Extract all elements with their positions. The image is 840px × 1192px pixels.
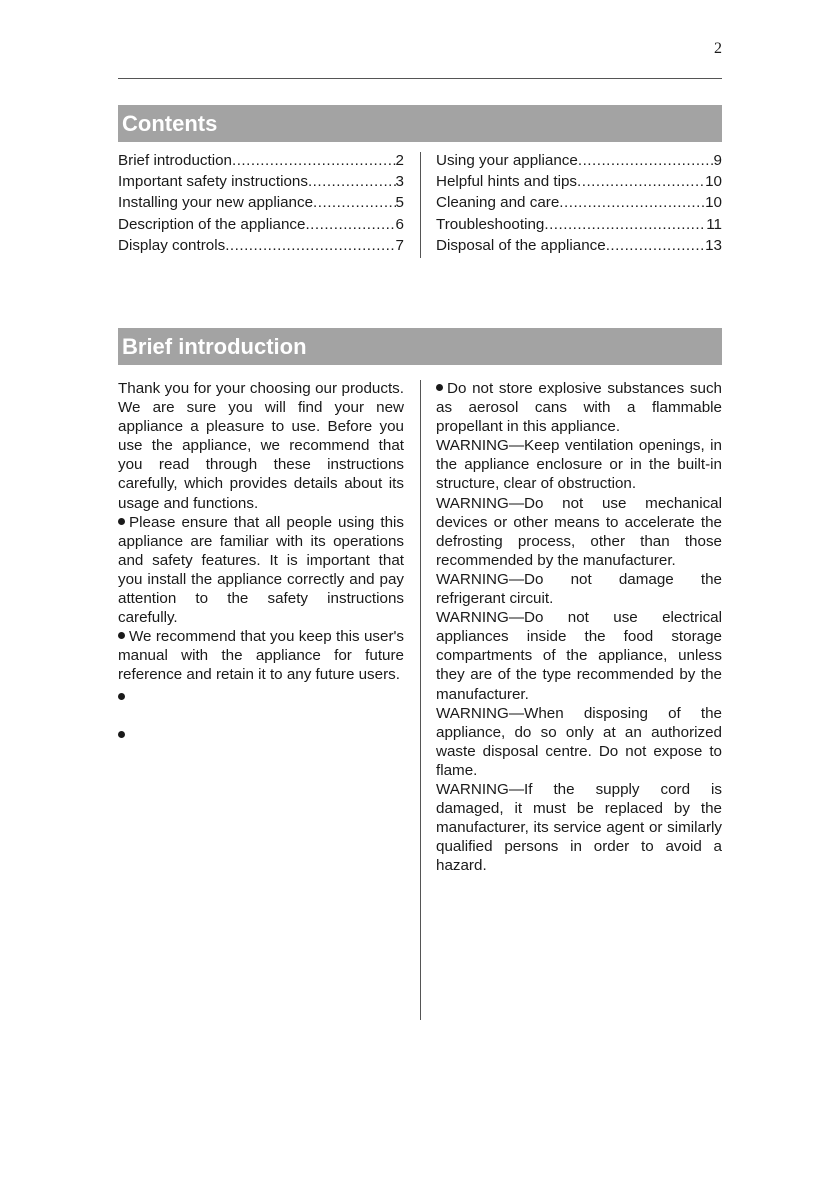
bullet-icon [118, 693, 125, 700]
intro-paragraph: Thank you for your choosing our products. We are sure you will find your new appliance a pleasure to use. Before you use the appliance, we recommend that you read through these instructions carefully, which provides details about its usage and functions. [118, 380, 404, 512]
toc-entry-title: Description of the appliance [118, 215, 306, 233]
toc-entry-title: Display controls [118, 236, 226, 254]
toc-entry-page: 3 [395, 173, 404, 191]
toc-entry-page: 10 [705, 173, 722, 191]
toc-entry [436, 150, 722, 171]
toc-leader-dots [559, 192, 705, 213]
toc-entry [436, 214, 722, 235]
toc-leader-dots [305, 214, 395, 235]
bullet-icon [118, 518, 125, 525]
body-column-divider [420, 380, 421, 1020]
bullet-paragraph [436, 379, 722, 436]
warning-paragraph: WARNING—Do not damage the refrigerant circuit. [436, 570, 722, 608]
empty-bullet [118, 685, 404, 723]
toc-entry-title: Important safety instructions [118, 173, 308, 191]
bullet-paragraph [118, 513, 404, 628]
toc-entry-page: 13 [705, 236, 722, 254]
bullet-text: Please ensure that all people using this appliance are familiar with its operations and safety features. It is important that you install the appliance correctly and pay attention to the safety instructions carefully. [118, 513, 404, 627]
toc-entry [118, 192, 404, 213]
toc-entry-page: 2 [395, 152, 404, 169]
brief-left-column [118, 379, 404, 761]
header-rule [118, 78, 722, 79]
bullet-text: Do not store explosive substances such as aerosol cans with a flammable propellant in this appliance. [436, 380, 722, 436]
bullet-paragraph [118, 627, 404, 684]
toc-entry-page: 9 [713, 152, 722, 169]
empty-bullet [118, 723, 404, 761]
toc-leader-dots [225, 235, 395, 256]
toc-leader-dots [578, 150, 714, 171]
toc-leader-dots [313, 192, 396, 213]
contents-heading: Contents [118, 105, 722, 142]
toc-entry-page: 10 [705, 194, 722, 212]
toc-entry-page: 11 [706, 215, 722, 233]
toc-entry-page: 7 [395, 236, 404, 254]
toc-entry-title: Installing your new appliance [118, 194, 314, 212]
toc-entry [436, 235, 722, 256]
toc-leader-dots [308, 171, 396, 192]
bullet-text: We recommend that you keep this user's manual with the appliance for future reference and retain it to any future users. [118, 628, 404, 684]
toc-entry [436, 192, 722, 213]
toc-leader-dots [606, 235, 705, 256]
toc-leader-dots [232, 150, 396, 171]
toc-left-column [118, 150, 404, 256]
toc-entry [118, 235, 404, 256]
toc-entry-page: 6 [395, 215, 404, 233]
toc-column-divider [420, 152, 421, 258]
toc-entry-title: Cleaning and care [436, 194, 560, 212]
bullet-icon [436, 384, 443, 391]
brief-right-column [436, 379, 722, 875]
bullet-icon [118, 632, 125, 639]
warning-paragraph: WARNING—Do not use mechanical devices or other means to accelerate the defrosting process, other than those recommended by the manufacturer. [436, 494, 722, 569]
warning-paragraph: WARNING—Keep ventilation openings, in the appliance enclosure or in the built-in structure, clear of obstruction. [436, 437, 722, 493]
toc-right-column [436, 150, 722, 256]
toc-entry-title: Brief introduction [118, 152, 232, 169]
toc-entry [118, 171, 404, 192]
warning-paragraph: WARNING—Do not use electrical appliances inside the food storage compartments of the appliance, unless they are of the type recommended by the manufacturer. [436, 609, 722, 703]
toc-leader-dots [577, 171, 705, 192]
toc-entry-title: Disposal of the appliance [436, 236, 606, 254]
toc-entry-title: Helpful hints and tips [436, 173, 577, 191]
toc-entry [436, 171, 722, 192]
toc-leader-dots [544, 214, 706, 235]
page-number: 2 [714, 40, 722, 57]
toc-entry [118, 150, 404, 171]
toc-entry [118, 214, 404, 235]
warning-paragraph: WARNING—If the supply cord is damaged, it must be replaced by the manufacturer, its service agent or similarly qualified persons in order to avoid a hazard. [436, 780, 722, 875]
toc-entry-title: Using your appliance [436, 152, 578, 169]
toc-entry-page: 5 [395, 194, 404, 212]
warning-paragraph: WARNING—When disposing of the appliance, do so only at an authorized waste disposal centre. Do not expose to flame. [436, 704, 722, 779]
brief-introduction-heading: Brief introduction [118, 328, 722, 365]
toc-entry-title: Troubleshooting [436, 215, 545, 233]
bullet-icon [118, 731, 125, 738]
